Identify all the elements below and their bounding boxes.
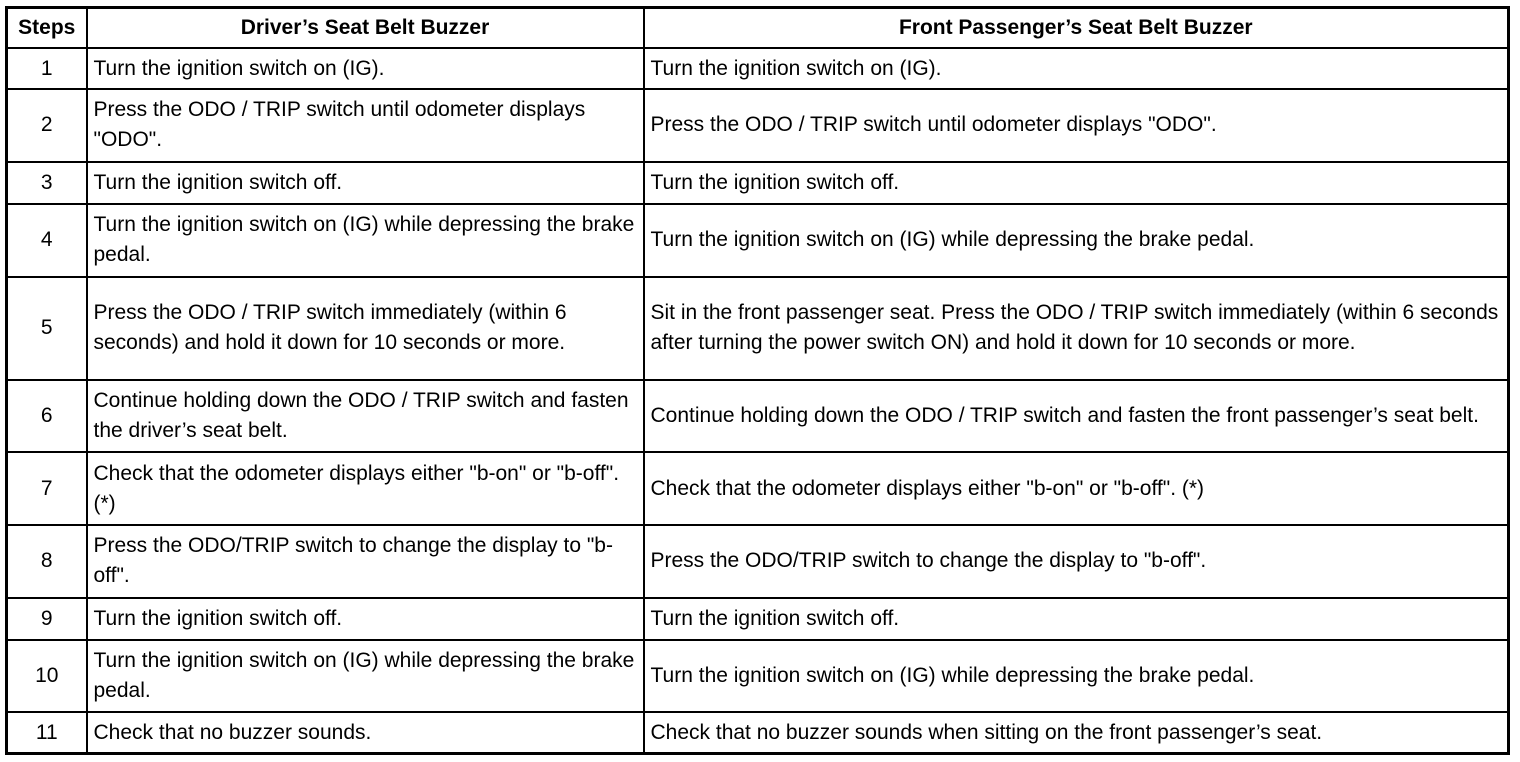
passenger-step-text: Turn the ignition switch on (IG). [644, 48, 1509, 89]
driver-step-text: Continue holding down the ODO / TRIP switch and fasten the driver’s seat belt. [87, 380, 644, 452]
step-number: 5 [7, 277, 87, 380]
passenger-step-text: Press the ODO/TRIP switch to change the display to "b-off". [644, 525, 1509, 597]
step-number: 9 [7, 598, 87, 640]
header-steps: Steps [7, 8, 87, 49]
passenger-step-text: Check that no buzzer sounds when sitting on the front passenger’s seat. [644, 712, 1509, 753]
step-number: 1 [7, 48, 87, 89]
table-row [7, 452, 1509, 525]
passenger-step-text: Continue holding down the ODO / TRIP switch and fasten the front passenger’s seat belt. [644, 380, 1509, 452]
step-number: 4 [7, 204, 87, 277]
table-row [7, 162, 1509, 204]
driver-step-text: Press the ODO / TRIP switch immediately (within 6 seconds) and hold it down for 10 seconds or more. [87, 277, 644, 380]
passenger-step-text: Sit in the front passenger seat. Press the ODO / TRIP switch immediately (within 6 seconds after turning the power switch ON) and hold it down for 10 seconds or more. [644, 277, 1509, 380]
driver-step-text: Turn the ignition switch off. [87, 598, 644, 640]
table-row [7, 89, 1509, 161]
seat-belt-buzzer-steps-table [5, 6, 1510, 755]
passenger-step-text: Turn the ignition switch off. [644, 598, 1509, 640]
driver-step-text: Turn the ignition switch off. [87, 162, 644, 204]
driver-step-text: Press the ODO/TRIP switch to change the display to "b-off". [87, 525, 644, 597]
table-row [7, 48, 1509, 89]
table-row [7, 277, 1509, 380]
driver-step-text: Press the ODO / TRIP switch until odometer displays "ODO". [87, 89, 644, 161]
step-number: 10 [7, 640, 87, 712]
driver-step-text: Turn the ignition switch on (IG) while depressing the brake pedal. [87, 204, 644, 277]
table-row [7, 525, 1509, 597]
header-front-passenger-seat-belt-buzzer: Front Passenger’s Seat Belt Buzzer [644, 8, 1509, 49]
passenger-step-text: Check that the odometer displays either "b-on" or "b-off". (*) [644, 452, 1509, 525]
header-driver-seat-belt-buzzer: Driver’s Seat Belt Buzzer [87, 8, 644, 49]
passenger-step-text: Press the ODO / TRIP switch until odometer displays "ODO". [644, 89, 1509, 161]
driver-step-text: Turn the ignition switch on (IG). [87, 48, 644, 89]
passenger-step-text: Turn the ignition switch off. [644, 162, 1509, 204]
driver-step-text: Turn the ignition switch on (IG) while depressing the brake pedal. [87, 640, 644, 712]
driver-step-text: Check that no buzzer sounds. [87, 712, 644, 753]
passenger-step-text: Turn the ignition switch on (IG) while depressing the brake pedal. [644, 640, 1509, 712]
table-row [7, 598, 1509, 640]
step-number: 11 [7, 712, 87, 753]
driver-step-text: Check that the odometer displays either "b-on" or "b-off". (*) [87, 452, 644, 525]
step-number: 8 [7, 525, 87, 597]
table-row [7, 204, 1509, 277]
passenger-step-text: Turn the ignition switch on (IG) while depressing the brake pedal. [644, 204, 1509, 277]
step-number: 3 [7, 162, 87, 204]
table-row [7, 380, 1509, 452]
step-number: 7 [7, 452, 87, 525]
table-header-row [7, 8, 1509, 49]
table-row [7, 640, 1509, 712]
step-number: 6 [7, 380, 87, 452]
step-number: 2 [7, 89, 87, 161]
table-row [7, 712, 1509, 753]
